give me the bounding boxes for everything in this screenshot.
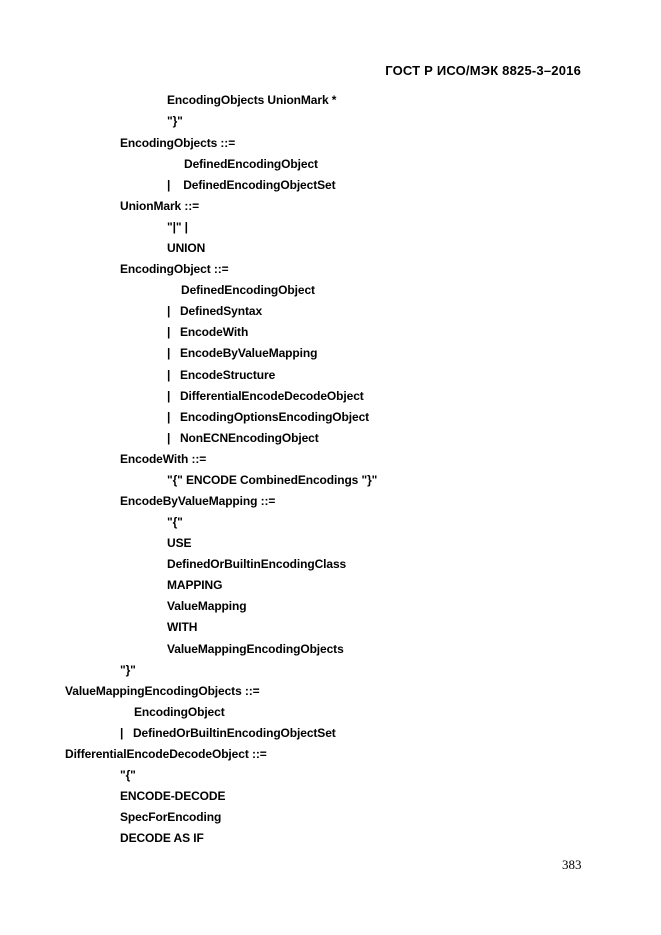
code-line: "{" — [167, 515, 183, 529]
code-line: EncodeByValueMapping ::= — [120, 494, 276, 508]
code-line: SpecForEncoding — [120, 810, 222, 824]
code-line: ENCODE-DECODE — [120, 789, 226, 803]
code-line: MAPPING — [167, 578, 223, 592]
code-line: EncodingObject ::= — [120, 262, 229, 276]
code-line: | DefinedEncodingObjectSet — [167, 178, 336, 192]
code-line: | EncodeByValueMapping — [167, 346, 318, 360]
code-line: "{" ENCODE CombinedEncodings "}" — [167, 473, 378, 487]
code-line: "|" | — [167, 220, 188, 234]
code-line: | EncodeWith — [167, 325, 249, 339]
code-line: DefinedEncodingObject — [181, 283, 315, 297]
code-line: EncodingObject — [134, 705, 225, 719]
code-line: ValueMappingEncodingObjects ::= — [65, 684, 260, 698]
page-header: ГОСТ Р ИСО/МЭК 8825-3–2016 — [385, 63, 581, 78]
code-line: DefinedOrBuiltinEncodingClass — [167, 557, 347, 571]
code-line: EncodingObjects UnionMark * — [167, 93, 337, 107]
code-line: "{" — [120, 768, 136, 782]
code-line: EncodingObjects ::= — [120, 136, 236, 150]
code-line: ValueMapping — [167, 599, 247, 613]
code-line: "}" — [120, 663, 136, 677]
page-number: 383 — [562, 857, 582, 872]
code-line: USE — [167, 536, 192, 550]
code-line: | EncodeStructure — [167, 368, 276, 382]
code-line: DifferentialEncodeDecodeObject ::= — [65, 747, 267, 761]
code-line: EncodeWith ::= — [120, 452, 207, 466]
code-line: | DefinedSyntax — [167, 304, 263, 318]
code-line: WITH — [167, 620, 198, 634]
code-line: | EncodingOptionsEncodingObject — [167, 410, 370, 424]
code-line: UNION — [167, 241, 206, 255]
code-line: | DefinedOrBuiltinEncodingObjectSet — [120, 726, 336, 740]
code-line: DECODE AS IF — [120, 831, 204, 845]
code-line: "}" — [167, 114, 183, 128]
code-line: | DifferentialEncodeDecodeObject — [167, 389, 364, 403]
code-line: UnionMark ::= — [120, 199, 200, 213]
code-line: ValueMappingEncodingObjects — [167, 642, 344, 656]
code-line: DefinedEncodingObject — [184, 157, 318, 171]
code-line: | NonECNEncodingObject — [167, 431, 319, 445]
